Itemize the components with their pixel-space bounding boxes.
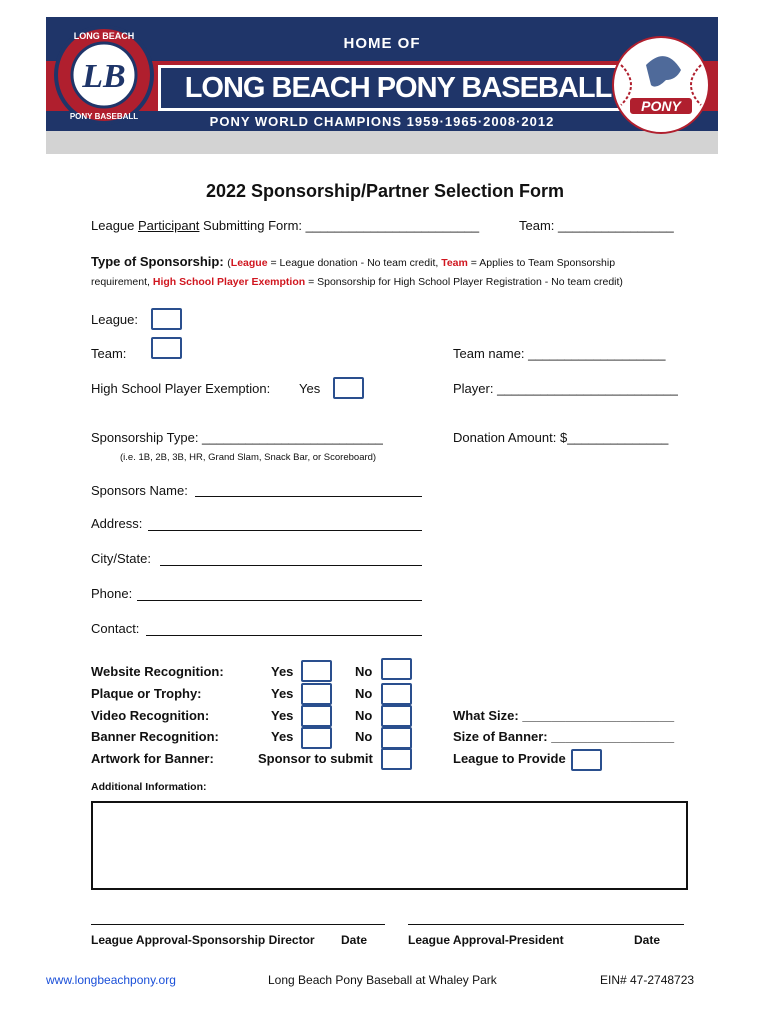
plaque-yes-checkbox[interactable]	[301, 683, 332, 705]
team-label: Team:	[91, 346, 127, 361]
svg-text:PONY: PONY	[641, 98, 681, 114]
banner-no-label: No	[355, 729, 373, 744]
banner-no-checkbox[interactable]	[381, 727, 412, 749]
video-yes-checkbox[interactable]	[301, 705, 332, 727]
sponsorship-type-field: Sponsorship Type: _________________________	[91, 430, 383, 445]
what-size-field: What Size: _____________________	[453, 708, 675, 723]
league-to-provide-label: League to Provide	[453, 751, 566, 766]
plaque-yes-label: Yes	[271, 686, 294, 701]
header-banner	[46, 17, 718, 154]
city-state-label: City/State:	[91, 551, 151, 566]
league-provide-checkbox[interactable]	[571, 749, 602, 771]
type-of-sponsorship: Type of Sponsorship: (League = League donation - No team credit, Team = Applies to Team Sponsorship	[91, 254, 616, 269]
hs-exemption-label: High School Player Exemption:	[91, 381, 271, 396]
website-recognition-label: Website Recognition:	[91, 664, 224, 679]
player-field: Player: _________________________	[453, 381, 678, 396]
team-name-field: Team name: ___________________	[453, 346, 666, 361]
city-state-line[interactable]	[160, 565, 422, 566]
hs-yes-label: Yes	[299, 381, 321, 396]
team-checkbox[interactable]	[151, 337, 182, 359]
contact-label: Contact:	[91, 621, 140, 636]
sponsorship-examples: (i.e. 1B, 2B, 3B, HR, Grand Slam, Snack Bar, or Scoreboard)	[120, 452, 377, 463]
long-beach-pony-logo	[52, 23, 156, 127]
sponsor-submit-checkbox[interactable]	[381, 748, 412, 770]
banner-subtitle: PONY WORLD CHAMPIONS 1959·1965·2008·2012	[209, 114, 555, 129]
video-yes-label: Yes	[271, 708, 294, 723]
league-label: League:	[91, 312, 138, 327]
svg-text:LB: LB	[82, 58, 126, 95]
additional-info-textarea[interactable]	[91, 801, 688, 890]
banner-yes-checkbox[interactable]	[301, 727, 332, 749]
type-of-sponsorship-line2: requirement, High School Player Exemption = Sponsorship for High School Player Registration - No team credit)	[91, 276, 623, 288]
banner-title: LONG BEACH PONY BASEBALL	[158, 65, 638, 111]
website-no-label: No	[355, 664, 373, 679]
approval-director-label: League Approval-Sponsorship Director	[91, 933, 315, 947]
video-no-checkbox[interactable]	[381, 705, 412, 727]
submitting-form-field: League Participant Submitting Form: ________________________	[91, 218, 480, 233]
footer-center-text: Long Beach Pony Baseball at Whaley Park	[268, 973, 497, 987]
president-date-label: Date	[634, 933, 661, 947]
president-signature-line[interactable]	[408, 924, 684, 925]
video-no-label: No	[355, 708, 373, 723]
director-date-label: Date	[341, 933, 368, 947]
banner-home-of: HOME OF	[343, 35, 421, 52]
footer-ein: EIN# 47-2748723	[600, 973, 695, 987]
video-recognition-label: Video Recognition:	[91, 708, 210, 723]
sponsor-to-submit-label: Sponsor to submit	[258, 751, 373, 766]
banner-yes-label: Yes	[271, 729, 294, 744]
team-top-field: Team: ________________	[519, 218, 674, 233]
sponsors-name-line[interactable]	[195, 496, 422, 497]
svg-text:LONG BEACH: LONG BEACH	[73, 31, 135, 41]
plaque-trophy-label: Plaque or Trophy:	[91, 686, 202, 701]
artwork-banner-label: Artwork for Banner:	[91, 751, 214, 766]
banner-recognition-label: Banner Recognition:	[91, 729, 219, 744]
additional-info-label: Additional Information:	[91, 781, 207, 793]
size-of-banner-field: Size of Banner: _________________	[453, 729, 675, 744]
website-yes-label: Yes	[271, 664, 294, 679]
pony-baseball-logo	[611, 35, 711, 135]
league-checkbox[interactable]	[151, 308, 182, 330]
plaque-no-label: No	[355, 686, 373, 701]
contact-line[interactable]	[146, 635, 422, 636]
svg-text:PONY BASEBALL: PONY BASEBALL	[69, 112, 139, 121]
website-no-checkbox[interactable]	[381, 658, 412, 680]
plaque-no-checkbox[interactable]	[381, 683, 412, 705]
director-signature-line[interactable]	[91, 924, 385, 925]
form-title: 2022 Sponsorship/Partner Selection Form	[205, 181, 565, 201]
hs-exemption-checkbox[interactable]	[333, 377, 364, 399]
footer-website-link[interactable]: www.longbeachpony.org	[46, 973, 176, 987]
approval-president-label: League Approval-President	[408, 933, 564, 947]
address-line[interactable]	[148, 530, 422, 531]
sponsors-name-label: Sponsors Name:	[91, 483, 188, 498]
address-label: Address:	[91, 516, 143, 531]
phone-line[interactable]	[137, 600, 422, 601]
website-yes-checkbox[interactable]	[301, 660, 332, 682]
donation-amount-field: Donation Amount: $______________	[453, 430, 669, 445]
phone-label: Phone:	[91, 586, 133, 601]
